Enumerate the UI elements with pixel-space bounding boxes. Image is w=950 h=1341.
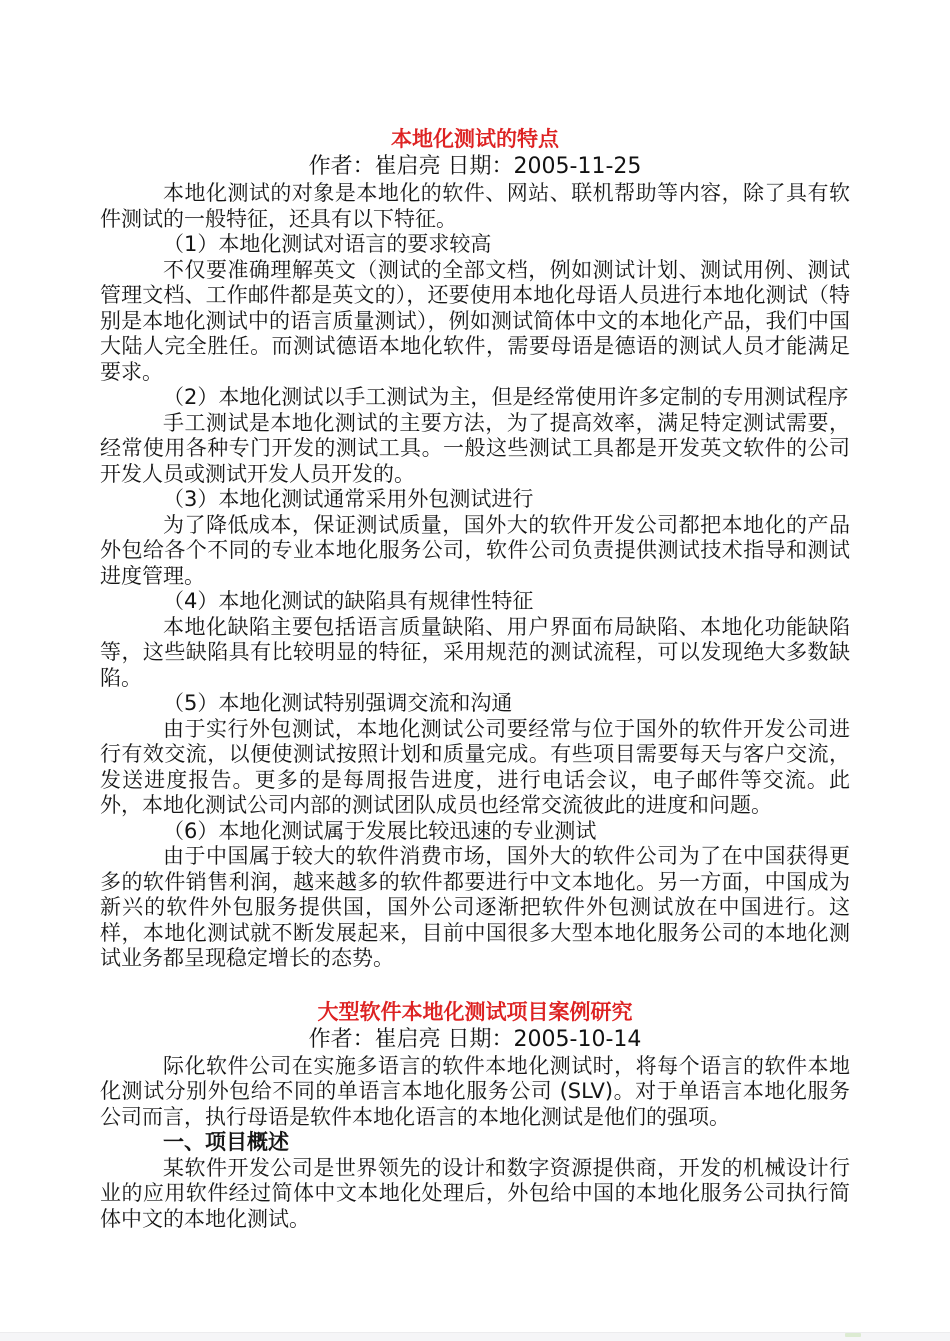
paragraph: 为了降低成本，保证测试质量，国外大的软件开发公司都把本地化的产品外包给各个不同的专业本地化服务公司，软件公司负责提供测试技术指导和测试进度管理。 xyxy=(100,512,850,588)
paragraph: 本地化测试的对象是本地化的软件、网站、联机帮助等内容，除了具有软件测试的一般特征，还具有以下特征。 xyxy=(100,181,850,231)
article-title: 大型软件本地化测试项目案例研究 xyxy=(317,999,633,1024)
paragraph: 由于实行外包测试，本地化测试公司要经常与位于国外的软件开发公司进行有效交流，以便使测试按照计划和质量完成。有些项目需要每天与客户交流，发送进度报告。更多的是每周报告进度，进行电话会议，电子邮件等交流。此外，本地化测试公司内部的测试团队成员也经常交流彼此的进度和问题。 xyxy=(100,716,850,817)
section-heading: （3）本地化测试通常采用外包测试进行 xyxy=(163,487,534,511)
paragraph: 不仅要准确理解英文（测试的全部文档，例如测试计划、测试用例、测试管理文档、工作邮件都是英文的），还要使用本地化母语人员进行本地化测试（特别是本地化测试中的语言质量测试），例如测试简体中文的本地化产品，我们中国大陆人完全胜任。而测试德语本地化软件，需要母语是德语的测试人员才能满足要求。 xyxy=(100,257,850,384)
footer-artifact xyxy=(845,1333,861,1337)
article-localization-testing-features xyxy=(100,125,850,972)
article-localization-case-study xyxy=(100,998,850,1233)
paragraph: 由于中国属于较大的软件消费市场，国外大的软件公司为了在中国获得更多的软件销售利润，越来越多的软件都要进行中文本地化。另一方面，中国成为新兴的软件外包服务提供国，国外公司逐渐把软件外包测试放在中国进行。这样，本地化测试就不断发展起来，目前中国很多大型本地化服务公司的本地化测试业务都呈现稳定增长的态势。 xyxy=(100,844,850,970)
paragraph: 际化软件公司在实施多语言的软件本地化测试时，将每个语言的软件本地化测试分别外包给不同的单语言本地化服务公司 (SLV)。对于单语言本地化服务公司而言，执行母语是软件本地化语言的本地化测试是他们的强项。 xyxy=(100,1053,850,1129)
section-heading: （4）本地化测试的缺陷具有规律性特征 xyxy=(163,589,534,613)
paragraph: 手工测试是本地化测试的主要方法，为了提高效率，满足特定测试需要，经常使用各种专门开发的测试工具。一般这些测试工具都是开发英文软件的公司开发人员或测试开发人员开发的。 xyxy=(100,410,850,486)
section-heading: （6）本地化测试属于发展比较迅速的专业测试 xyxy=(163,818,597,843)
section-heading: （5）本地化测试特别强调交流和沟通 xyxy=(163,691,513,715)
article-byline: 作者：崔启亮 日期：2005-10-14 xyxy=(308,1026,642,1052)
page-footer-bar xyxy=(0,1332,950,1341)
article-title: 本地化测试的特点 xyxy=(391,127,559,151)
paragraph: 本地化缺陷主要包括语言质量缺陷、用户界面布局缺陷、本地化功能缺陷等，这些缺陷具有比较明显的特征，采用规范的测试流程，可以发现绝大多数缺陷。 xyxy=(100,614,850,690)
article-byline: 作者：崔启亮 日期：2005-11-25 xyxy=(308,154,642,179)
section-heading: （1）本地化测试对语言的要求较高 xyxy=(163,232,492,256)
section-heading: （2）本地化测试以手工测试为主，但是经常使用许多定制的专用测试程序 xyxy=(163,385,849,409)
paragraph: 某软件开发公司是世界领先的设计和数字资源提供商，开发的机械设计行业的应用软件经过简体中文本地化处理后，外包给中国的本地化服务公司执行简体中文的本地化测试。 xyxy=(100,1155,850,1231)
section-heading: 一、项目概述 xyxy=(163,1130,289,1154)
